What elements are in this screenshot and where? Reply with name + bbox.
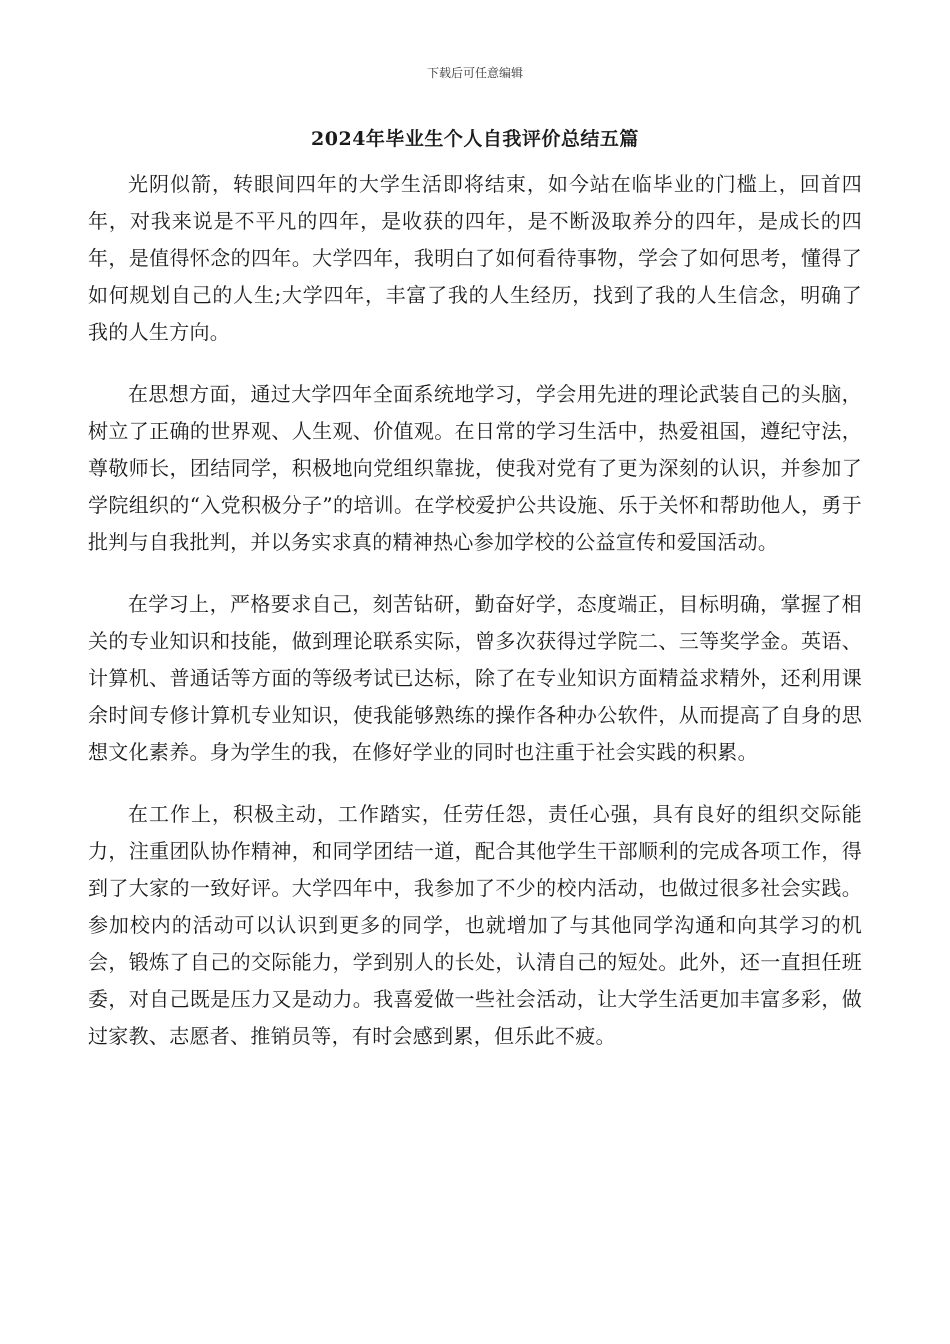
document-body — [88, 166, 862, 1080]
paragraph-intro: 光阴似箭，转眼间四年的大学生活即将结束，如今站在临毕业的门槛上，回首四年，对我来说是不平凡的四年，是收获的四年，是不断汲取养分的四年，是成长的四年，是值得怀念的四年。大学四年，我明白了如何看待事物，学会了如何思考，懂得了如何规划自己的人生;大学四年，丰富了我的人生经历，找到了我的人生信念，明确了我的人生方向。 — [88, 172, 862, 344]
paragraph-thought: 在思想方面，通过大学四年全面系统地学习，学会用先进的理论武装自己的头脑，树立了正确的世界观、人生观、价值观。在日常的学习生活中，热爱祖国，遵纪守法，尊敬师长，团结同学，积极地向党组织靠拢，使我对党有了更为深刻的认识，并参加了学院组织的“入党积极分子”的培训。在学校爱护公共设施、乐于关怀和帮助他人，勇于批判与自我批判，并以务实求真的精神热心参加学校的公益宣传和爱国活动。 — [88, 382, 862, 554]
header-note: 下载后可任意编辑 — [426, 66, 523, 80]
paragraph-study: 在学习上，严格要求自己，刻苦钻研，勤奋好学，态度端正，目标明确，掌握了相关的专业知识和技能，做到理论联系实际，曾多次获得过学院二、三等奖学金。英语、计算机、普通话等方面的等级考试已达标，除了在专业知识方面精益求精外，还利用课余时间专修计算机专业知识，使我能够熟练的操作各种办公软件，从而提高了自身的思想文化素养。身为学生的我，在修好学业的同时也注重于社会实践的积累。 — [88, 592, 862, 764]
paragraph-work: 在工作上，积极主动，工作踏实，任劳任怨，责任心强，具有良好的组织交际能力，注重团队协作精神，和同学团结一道，配合其他学生干部顺利的完成各项工作，得到了大家的一致好评。大学四年中，我参加了不少的校内活动，也做过很多社会实践。参加校内的活动可以认识到更多的同学，也就增加了与其他同学沟通和向其学习的机会，锻炼了自己的交际能力，学到别人的长处，认清自己的短处。此外，还一直担任班委，对自己既是压力又是动力。我喜爱做一些社会活动，让大学生活更加丰富多彩，做过家教、志愿者、推销员等，有时会感到累，但乐此不疲。 — [88, 802, 862, 1048]
document-title: 2024年毕业生个人自我评价总结五篇 — [311, 128, 639, 150]
